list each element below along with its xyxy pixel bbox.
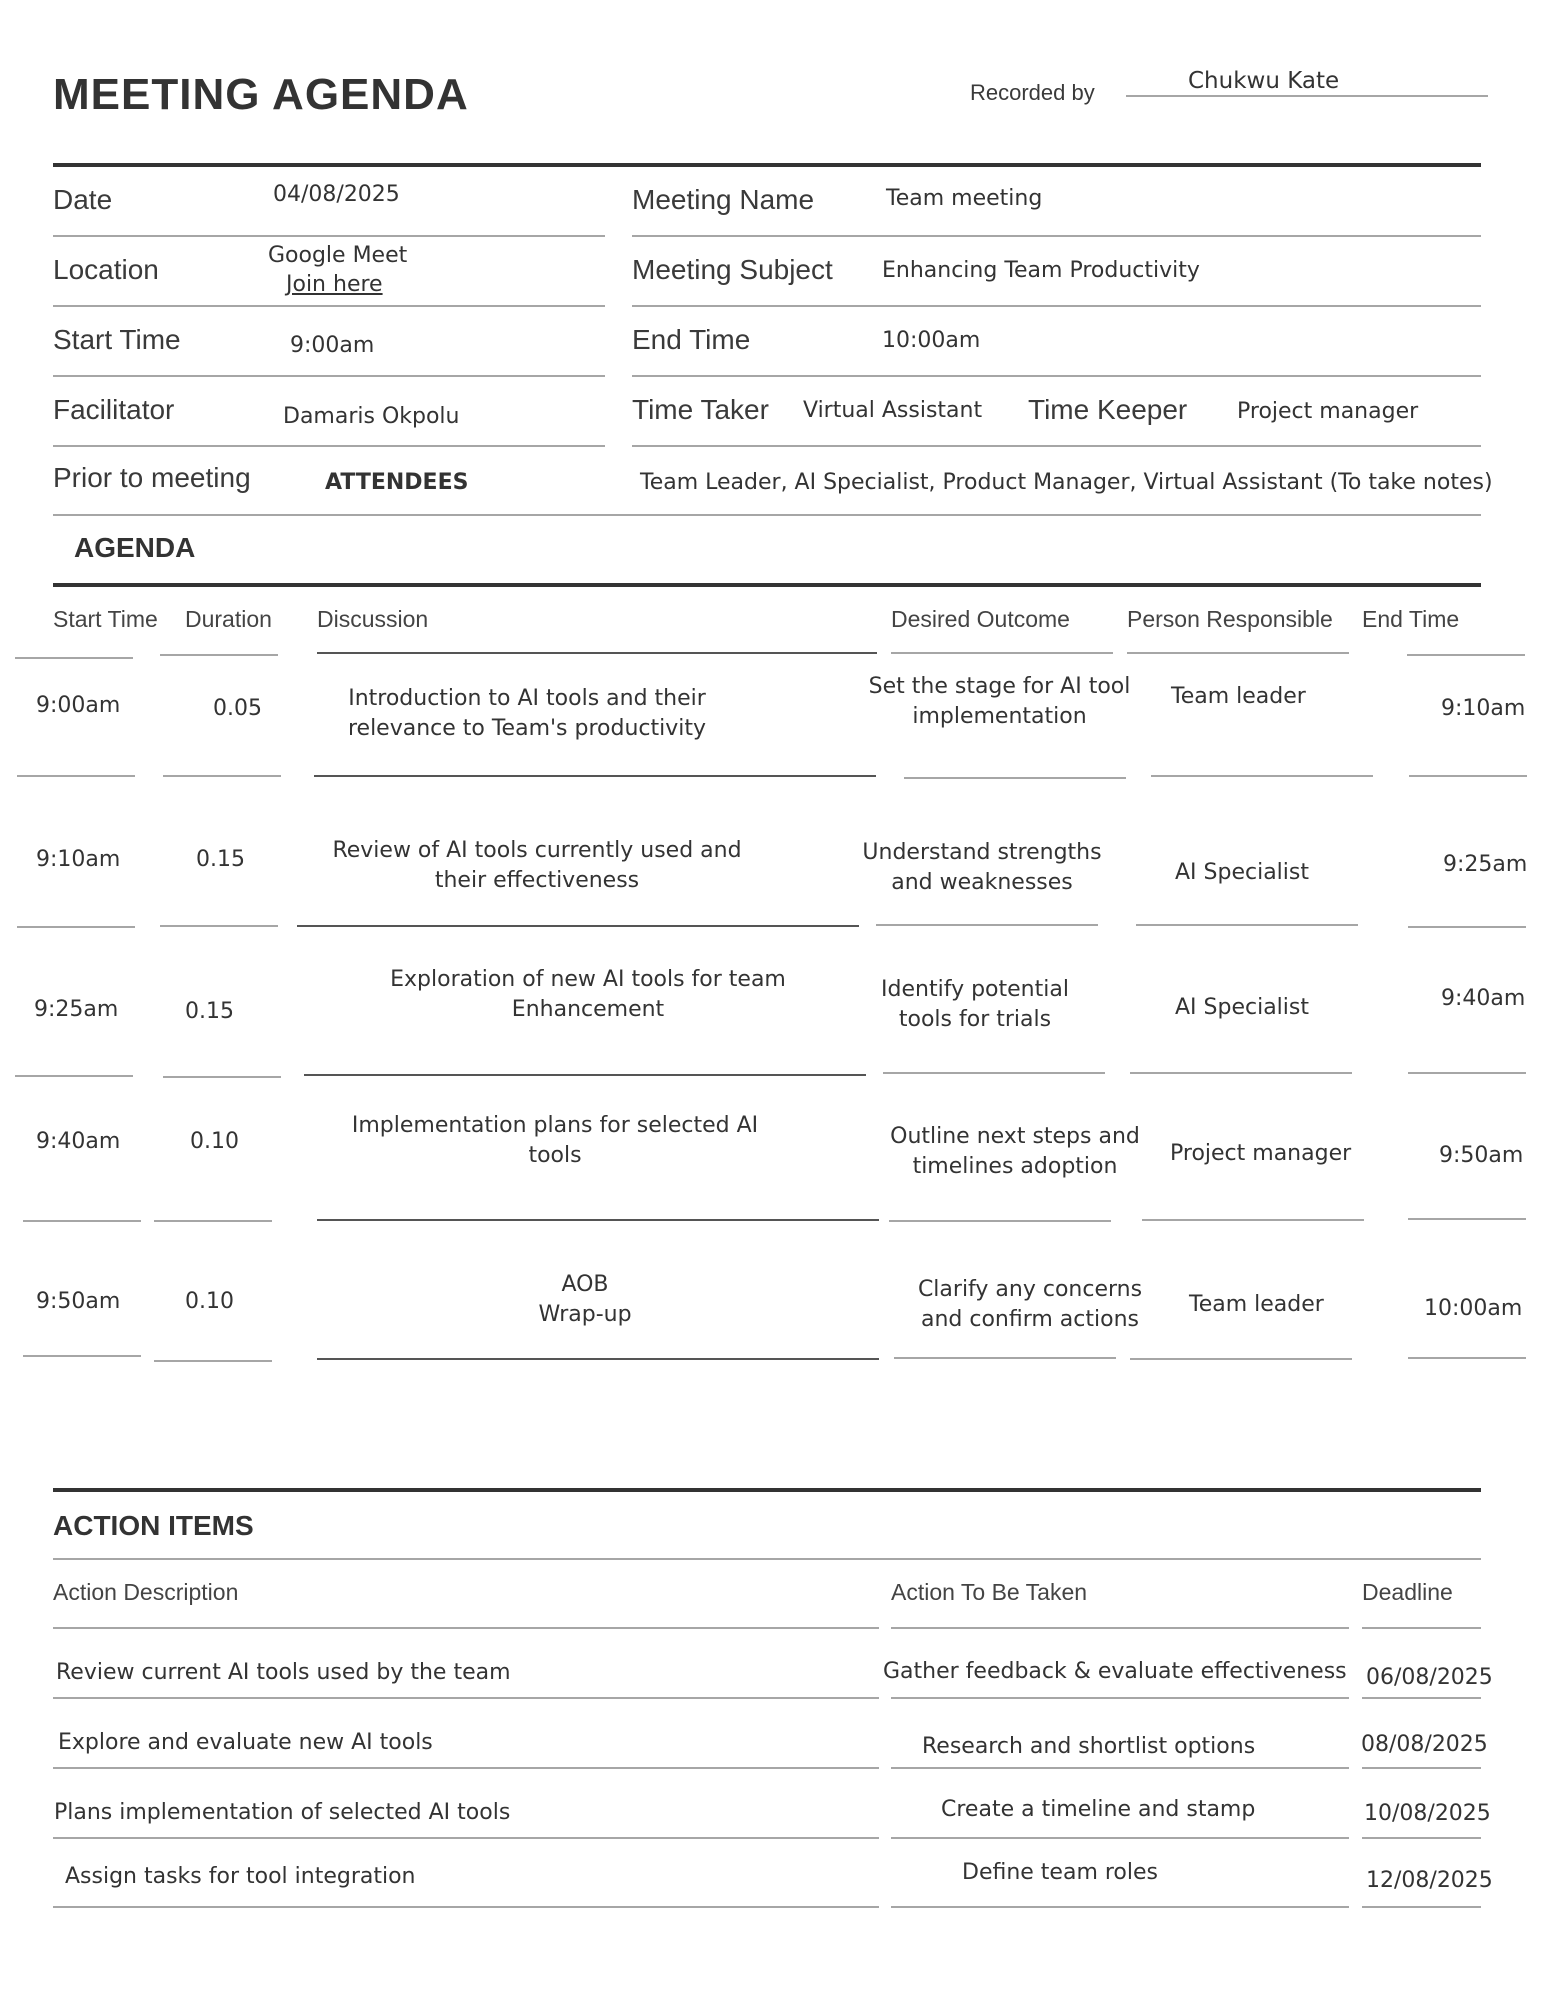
action-row-rule [53, 1697, 879, 1699]
agenda-col-person-responsible: Person Responsible [1127, 606, 1333, 632]
agenda-row-rule [297, 925, 859, 927]
actions-title-rule [53, 1558, 1481, 1560]
agenda-row-5-duration: 0.10 [185, 1289, 234, 1314]
agenda-row-2-person: AI Specialist [1175, 860, 1309, 885]
end-time-label: End Time [632, 324, 751, 355]
start-time-value: 9:00am [290, 333, 375, 358]
agenda-col-discussion: Discussion [317, 606, 429, 632]
actions-col-description: Action Description [53, 1579, 239, 1605]
agenda-row-rule [304, 1074, 866, 1076]
agenda-row-2-start: 9:10am [36, 847, 121, 872]
agenda-col-desired-outcome: Desired Outcome [891, 606, 1070, 632]
agenda-row-rule [894, 1357, 1116, 1359]
info-top-rule [53, 163, 1481, 167]
meeting-name-label: Meeting Name [632, 184, 815, 215]
agenda-row-rule [1136, 924, 1358, 926]
page-title: MEETING AGENDA [53, 70, 469, 119]
attendees-value: Team Leader, AI Specialist, Product Manager, Virtual Assistant (To take notes) [640, 470, 1493, 495]
action-row-2-action: Research and shortlist options [922, 1734, 1256, 1759]
recorded-by-value: Chukwu Kate [1188, 68, 1340, 94]
action-row-3-action: Create a timeline and stamp [941, 1797, 1256, 1822]
agenda-top-rule [53, 583, 1481, 587]
agenda-row-rule [889, 1220, 1111, 1222]
agenda-row-rule [1142, 1219, 1364, 1221]
agenda-row-rule [317, 1219, 879, 1221]
facilitator-value: Damaris Okpolu [283, 404, 460, 429]
info-row-rule [53, 445, 605, 447]
info-row-rule [53, 375, 605, 377]
actions-header-rule [53, 1627, 879, 1629]
agenda-row-3-end: 9:40am [1441, 986, 1526, 1011]
date-label: Date [53, 184, 113, 215]
time-taker-value: Virtual Assistant [803, 398, 983, 423]
agenda-row-rule [1408, 1357, 1526, 1359]
info-bottom-rule [53, 514, 1481, 516]
agenda-row-1-discussion: Introduction to AI tools and their relevance to Team's productivity [347, 686, 707, 741]
agenda-row-3-start: 9:25am [34, 997, 119, 1022]
agenda-header-rule [891, 652, 1113, 654]
end-time-value: 10:00am [882, 328, 981, 353]
agenda-row-2-duration: 0.15 [196, 847, 245, 872]
agenda-row-1-start: 9:00am [36, 693, 121, 718]
agenda-section-title: AGENDA [74, 532, 196, 563]
action-row-3-description: Plans implementation of selected AI tools [54, 1800, 511, 1825]
action-row-2-deadline: 08/08/2025 [1361, 1732, 1488, 1757]
agenda-row-rule [163, 1076, 281, 1078]
info-row-rule [53, 305, 605, 307]
agenda-row-2-discussion: Review of AI tools currently used and their effectiveness [332, 838, 742, 893]
agenda-row-4-end: 9:50am [1439, 1143, 1524, 1168]
agenda-row-3-duration: 0.15 [185, 999, 234, 1024]
agenda-row-rule [314, 775, 876, 777]
actions-header-rule [891, 1627, 1349, 1629]
agenda-row-5-end: 10:00am [1424, 1296, 1523, 1321]
agenda-col-end-time: End Time [1362, 606, 1460, 632]
agenda-header-rule [15, 657, 133, 659]
meeting-subject-value: Enhancing Team Productivity [882, 258, 1200, 283]
action-row-1-description: Review current AI tools used by the team [56, 1660, 511, 1685]
agenda-row-rule [23, 1355, 141, 1357]
action-row-rule [53, 1767, 879, 1769]
agenda-row-rule [163, 775, 281, 777]
agenda-row-rule [23, 1220, 141, 1222]
agenda-row-2-outcome: Understand strengths and weaknesses [862, 840, 1102, 895]
action-row-4-action: Define team roles [962, 1860, 1159, 1885]
recorded-by-label: Recorded by [970, 80, 1095, 105]
agenda-row-3-outcome: Identify potential tools for trials [881, 977, 1069, 1032]
info-row-rule [632, 375, 1481, 377]
info-row-rule [632, 305, 1481, 307]
agenda-row-rule [1408, 926, 1526, 928]
action-row-rule [1362, 1837, 1481, 1839]
agenda-row-3-discussion: Exploration of new AI tools for team Enhancement [390, 967, 786, 1022]
actions-col-deadline: Deadline [1362, 1579, 1453, 1605]
agenda-row-rule [1408, 1072, 1526, 1074]
action-row-2-description: Explore and evaluate new AI tools [58, 1730, 433, 1755]
action-row-rule [891, 1767, 1349, 1769]
action-row-rule [53, 1906, 879, 1908]
agenda-col-duration: Duration [185, 606, 272, 632]
time-taker-label: Time Taker [632, 394, 769, 425]
agenda-header-rule [1407, 654, 1525, 656]
action-row-rule [891, 1697, 1349, 1699]
action-row-rule [1362, 1906, 1481, 1908]
agenda-row-1-outcome: Set the stage for AI tool implementation [868, 674, 1131, 729]
join-here-link[interactable]: Join here [286, 272, 383, 297]
agenda-row-4-duration: 0.10 [190, 1129, 239, 1154]
agenda-row-4-discussion: Implementation plans for selected AI tools [351, 1113, 759, 1168]
info-row-rule [53, 235, 605, 237]
location-value: Google Meet [268, 243, 408, 268]
agenda-header-rule [160, 654, 278, 656]
action-row-4-description: Assign tasks for tool integration [65, 1864, 416, 1889]
date-value: 04/08/2025 [273, 182, 400, 207]
agenda-row-4-person: Project manager [1170, 1141, 1352, 1166]
meeting-subject-label: Meeting Subject [632, 254, 833, 285]
action-row-rule [1362, 1767, 1481, 1769]
agenda-row-rule [154, 1360, 272, 1362]
agenda-col-start-time: Start Time [53, 606, 158, 632]
agenda-row-5-start: 9:50am [36, 1289, 121, 1314]
location-label: Location [53, 254, 159, 285]
agenda-row-3-person: AI Specialist [1175, 995, 1309, 1020]
agenda-header-rule [317, 652, 877, 654]
action-row-1-action: Gather feedback & evaluate effectiveness [883, 1659, 1347, 1684]
agenda-row-1-end: 9:10am [1441, 696, 1526, 721]
action-row-3-deadline: 10/08/2025 [1364, 1801, 1491, 1826]
agenda-row-rule [15, 1075, 133, 1077]
agenda-row-5-outcome: Clarify any concerns and confirm actions [917, 1277, 1143, 1332]
time-keeper-label: Time Keeper [1028, 394, 1188, 425]
actions-header-rule [1362, 1627, 1481, 1629]
action-row-rule [891, 1837, 1349, 1839]
agenda-row-rule [904, 777, 1126, 779]
agenda-row-rule [317, 1358, 879, 1360]
agenda-row-rule [876, 924, 1098, 926]
agenda-row-rule [1130, 1072, 1352, 1074]
agenda-row-rule [17, 775, 135, 777]
action-row-rule [891, 1906, 1349, 1908]
start-time-label: Start Time [53, 324, 181, 355]
attendees-label: ATTENDEES [325, 470, 469, 495]
agenda-header-rule [1127, 652, 1349, 654]
action-row-4-deadline: 12/08/2025 [1366, 1868, 1493, 1893]
info-row-rule [632, 445, 1481, 447]
recorded-by-underline [1126, 95, 1488, 97]
agenda-row-4-start: 9:40am [36, 1129, 121, 1154]
action-row-1-deadline: 06/08/2025 [1366, 1665, 1493, 1690]
prior-to-meeting-label: Prior to meeting [53, 462, 251, 493]
agenda-row-rule [1409, 775, 1527, 777]
agenda-row-rule [160, 925, 278, 927]
agenda-row-rule [154, 1220, 272, 1222]
agenda-row-rule [1130, 1358, 1352, 1360]
actions-top-rule [53, 1488, 1481, 1492]
meeting-name-value: Team meeting [886, 186, 1043, 211]
actions-section-title: ACTION ITEMS [53, 1510, 254, 1541]
agenda-row-2-end: 9:25am [1443, 852, 1528, 877]
agenda-row-5-discussion: AOB Wrap-up [538, 1272, 632, 1327]
action-row-rule [1362, 1697, 1481, 1699]
agenda-row-4-outcome: Outline next steps and timelines adoption [890, 1124, 1140, 1179]
agenda-row-rule [1408, 1218, 1526, 1220]
actions-col-action: Action To Be Taken [891, 1579, 1088, 1605]
agenda-row-5-person: Team leader [1189, 1292, 1324, 1317]
info-row-rule [632, 235, 1481, 237]
agenda-row-rule [883, 1072, 1105, 1074]
agenda-row-1-person: Team leader [1171, 684, 1306, 709]
agenda-row-rule [17, 926, 135, 928]
action-row-rule [53, 1837, 879, 1839]
agenda-row-rule [1151, 775, 1373, 777]
agenda-row-1-duration: 0.05 [213, 696, 262, 721]
time-keeper-value: Project manager [1237, 399, 1419, 424]
facilitator-label: Facilitator [53, 394, 175, 425]
